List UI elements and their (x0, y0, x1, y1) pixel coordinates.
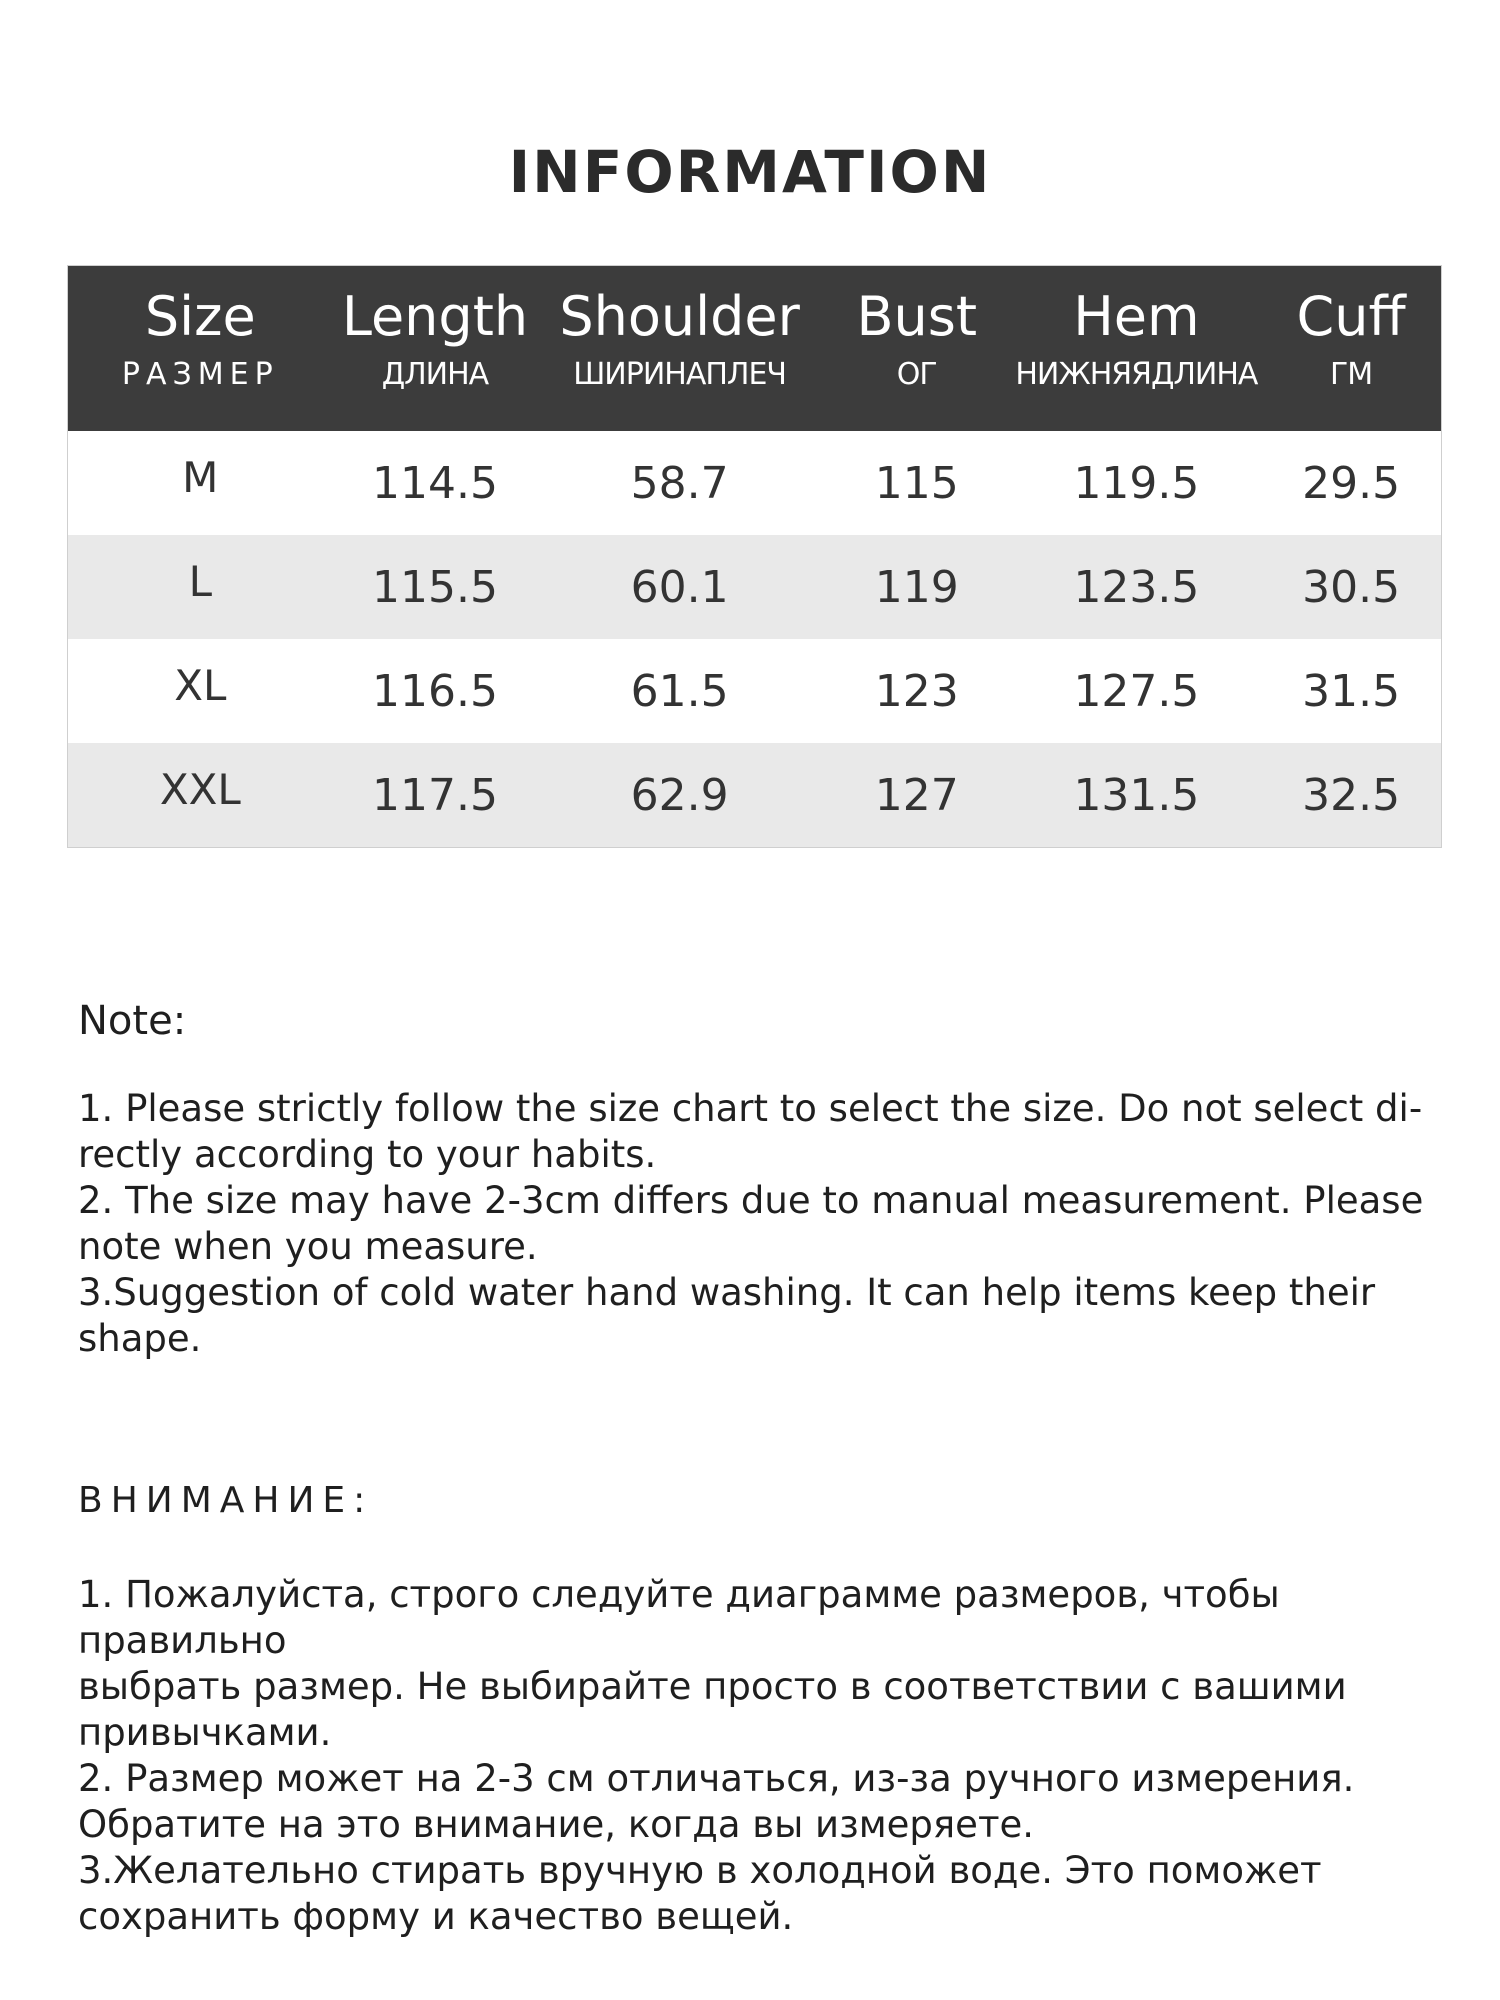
cell-cuff: 30.5 (1302, 561, 1401, 613)
header-main: Shoulder (559, 285, 800, 348)
note-line: 3.Suggestion of cold water hand washing. It can help items keep their (78, 1271, 1376, 1314)
note-line: rectly according to your habits. (78, 1133, 657, 1176)
header-sub: НИЖНЯЯДЛИНА (1015, 357, 1258, 392)
note-line: выбрать размер. Не выбирайте просто в соответствии с вашими (78, 1665, 1347, 1708)
header-main: Length (341, 285, 529, 348)
header-cuff (1261, 266, 1441, 431)
note-line: shape. (78, 1317, 202, 1360)
cell-cuff: 29.5 (1302, 457, 1401, 509)
header-shoulder (537, 266, 822, 431)
cell-shoulder: 61.5 (630, 665, 729, 717)
cell-cuff: 31.5 (1302, 665, 1401, 717)
note-line: привычками. (78, 1711, 332, 1754)
note-line: 3.Желательно стирать вручную в холодной воде. Это поможет (78, 1849, 1322, 1892)
note-line: сохранить форму и качество вещей. (78, 1895, 794, 1938)
header-main: Bust (856, 285, 978, 348)
cell-hem: 127.5 (1073, 665, 1200, 717)
cell-cuff: 32.5 (1302, 769, 1401, 821)
cell-size: XL (174, 660, 227, 710)
header-sub: ДЛИНА (381, 357, 489, 392)
note-line: 1. Please strictly follow the size chart to select the size. Do not select di- (78, 1087, 1423, 1130)
cell-bust: 115 (874, 457, 959, 509)
header-main: Hem (1073, 285, 1200, 348)
cell-length: 117.5 (371, 769, 498, 821)
table-row (68, 743, 1441, 847)
size-table (67, 265, 1442, 848)
table-row (68, 639, 1441, 743)
cell-hem: 119.5 (1073, 457, 1200, 509)
note-heading: ВНИМАНИЕ: (78, 1480, 374, 1521)
note-english (78, 998, 1438, 1362)
header-bust (822, 266, 1012, 431)
cell-length: 116.5 (371, 665, 498, 717)
cell-shoulder: 62.9 (630, 769, 729, 821)
table-header (68, 266, 1441, 431)
table-row (68, 431, 1441, 535)
header-main: Size (144, 285, 256, 348)
note-line: 1. Пожалуйста, строго следуйте диаграмме размеров, чтобы правильно (78, 1573, 1280, 1662)
cell-bust: 123 (874, 665, 959, 717)
header-main: Cuff (1296, 285, 1406, 348)
cell-size: XXL (159, 764, 241, 814)
header-size (68, 266, 333, 431)
header-sub: ШИРИНАПЛЕЧ (573, 357, 786, 392)
note-russian (78, 1478, 1438, 1940)
cell-hem: 131.5 (1073, 769, 1200, 821)
cell-size: L (188, 556, 212, 606)
header-length (333, 266, 538, 431)
cell-shoulder: 58.7 (630, 457, 729, 509)
note-line: Обратите на это внимание, когда вы измеряете. (78, 1803, 1035, 1846)
note-heading: Note: (78, 998, 187, 1044)
cell-bust: 127 (874, 769, 959, 821)
cell-length: 114.5 (371, 457, 498, 509)
cell-shoulder: 60.1 (630, 561, 729, 613)
table-row (68, 535, 1441, 639)
note-line: note when you measure. (78, 1225, 538, 1268)
header-sub: ГМ (1330, 357, 1373, 392)
page-title: INFORMATION (508, 138, 992, 206)
cell-size: M (182, 452, 219, 502)
cell-length: 115.5 (371, 561, 498, 613)
note-line: 2. Размер может на 2-3 см отличаться, из-за ручного измерения. (78, 1757, 1355, 1800)
header-sub: РАЗМЕР (121, 357, 279, 392)
cell-bust: 119 (874, 561, 959, 613)
cell-hem: 123.5 (1073, 561, 1200, 613)
header-sub: ОГ (896, 357, 937, 392)
note-line: 2. The size may have 2-3cm differs due to manual measurement. Please (78, 1179, 1424, 1222)
header-hem (1012, 266, 1262, 431)
